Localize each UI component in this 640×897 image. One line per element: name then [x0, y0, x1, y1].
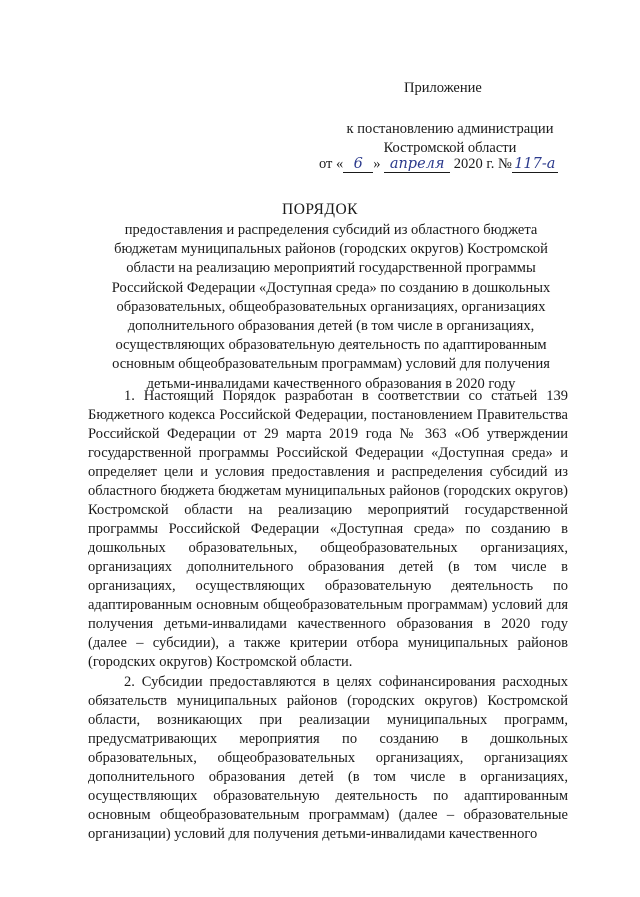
decree-date-line	[319, 156, 558, 173]
document-body	[88, 387, 568, 844]
document-subtitle: предоставления и распределения субсидий из областного бюджета бюджетам муниципальных районов (городских округов) Костромской области на реализацию мероприятий государственной программы Российской Федерации «Доступная среда» по созданию в дошкольных образовательных, общеобразовательных организациях, организациях дополнительного образования детей (в том числе в организациях, осуществляющих образовательную деятельность по адаптированным основным общеобразовательным программам) условий для получения детьми-инвалидами качественного образования в 2020 году	[111, 222, 551, 392]
paragraph-1: 1. Настоящий Порядок разработан в соответствии со статьей 139 Бюджетного кодекса Российской Федерации, постановлением Правительства Российской Федерации от 29 марта 2019 года № 363 «Об утверждении государственной программы Российской Федерации «Доступная среда» и определяет цели и условия предоставления и распределения субсидий из областного бюджета бюджетам муниципальных районов (городских округов) Костромской области на реализацию мероприятий государственной программы Российской Федерации «Доступная среда» по созданию в дошкольных образовательных, общеобразовательных организациях, организациях дополнительного образования детей (в том числе в организациях, осуществляющих образовательную деятельность по адаптированным основным общеобразовательным программам) условий для получения детьми-инвалидами качественного образования в 2020 году (далее – субсидии), а также критерии отбора муниципальных районов (городских округов) Костромской области.	[88, 388, 568, 670]
paragraph-2: 2. Субсидии предоставляются в целях софинансирования расходных обязательств муниципальных районов (городских округов) Костромской области, возникающих при реализации муниципальных программ, предусматривающих мероприятия по созданию в дошкольных образовательных, общеобразовательных организациях, организациях дополнительного образования детей (в том числе в организациях, осуществляющих образовательную деятельность по адаптированным основным общеобразовательным программам) (далее – образовательные организации) условий для получения детьми-инвалидами качественного	[88, 674, 568, 842]
year-text: 2020 г. №	[453, 156, 512, 172]
handwritten-number: 117-а	[512, 157, 558, 173]
document-title: ПОРЯДОК	[282, 201, 358, 218]
appendix-label: Приложение	[404, 80, 482, 96]
decree-reference: к постановлению администрации Костромской области	[346, 121, 554, 156]
date-prefix: от «	[319, 156, 344, 172]
handwritten-day: 6	[343, 157, 373, 173]
handwritten-month: апреля	[384, 157, 450, 173]
date-mid: »	[373, 156, 381, 172]
